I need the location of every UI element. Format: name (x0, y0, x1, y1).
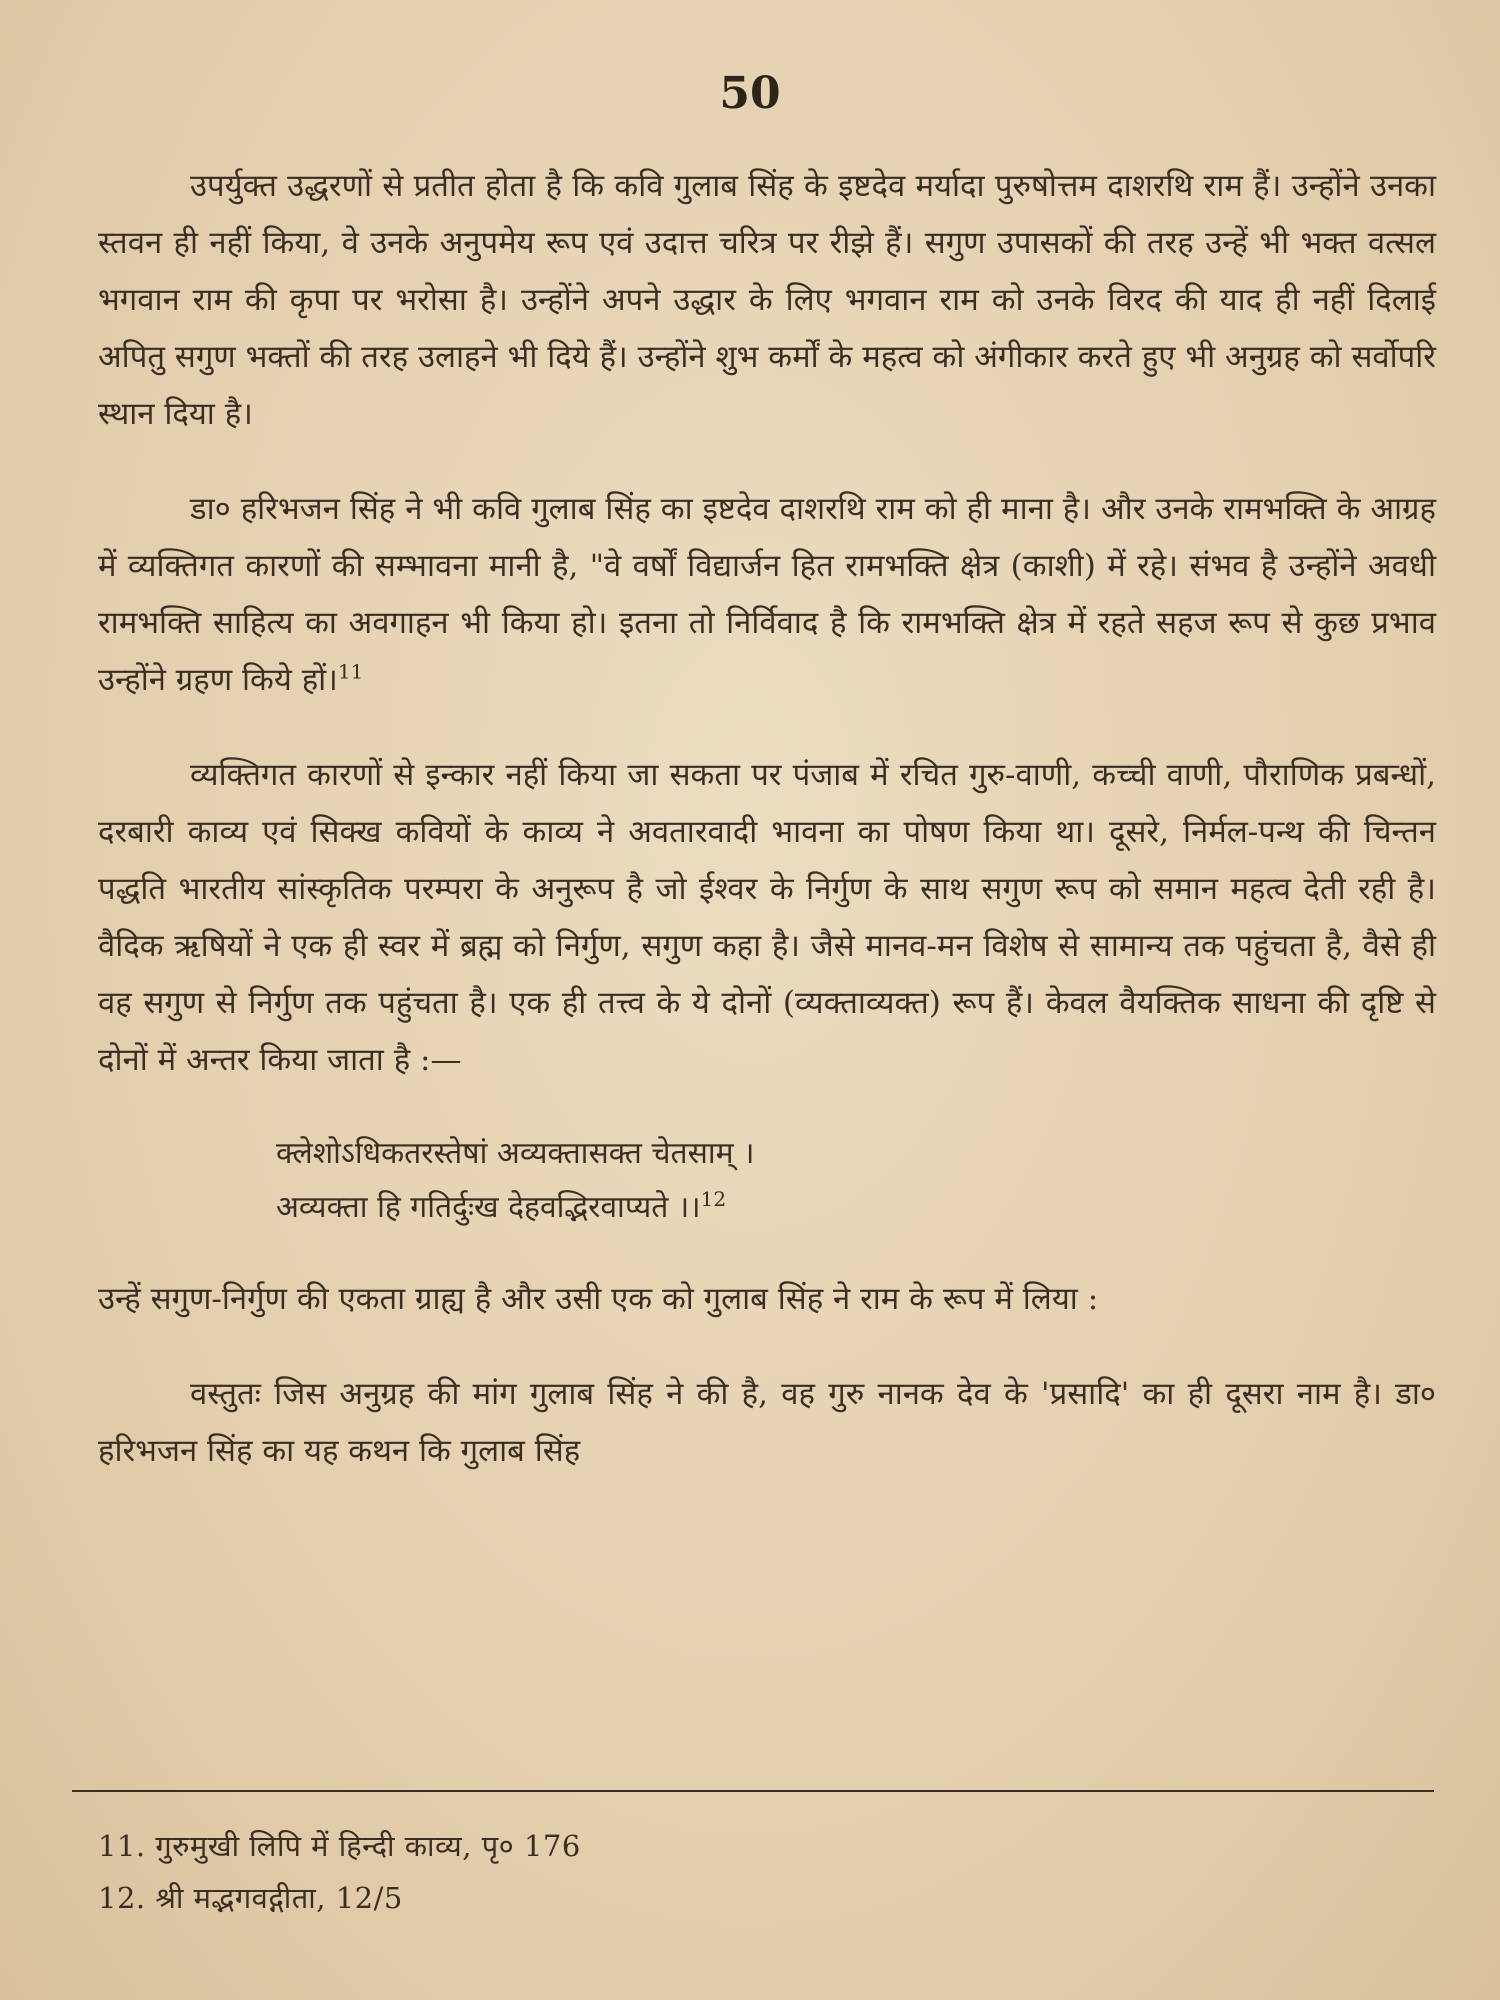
footnote-ref-12: 12 (700, 1187, 727, 1211)
footnote-ref-11: 11 (337, 659, 364, 684)
verse-line-1: क्लेशोऽधिकतरस्तेषां अव्यक्तासक्त चेतसाम् । (276, 1136, 755, 1171)
page-number: 50 (719, 68, 781, 119)
paragraph-4-text: उन्हें सगुण-निर्गुण की एकता ग्राह्य है और उसी एक को गुलाब सिंह ने राम के रूप में लिया : (98, 1281, 1099, 1317)
sanskrit-verse (276, 1127, 1436, 1235)
footnote-12: 12. श्री मद्भगवद्गीता, 12/5 (98, 1881, 403, 1915)
footnote-11: 11. गुरुमुखी लिपि में हिन्दी काव्य, पृ० 176 (98, 1829, 581, 1863)
paragraph-3 (98, 747, 1436, 1089)
verse-line-2-text: अव्यक्ता हि गतिर्दुःख देहवद्भिरवाप्यते ।। (276, 1190, 701, 1225)
paragraph-5 (98, 1366, 1436, 1480)
verse-line-2 (276, 1181, 1436, 1235)
body-text (98, 158, 1436, 1518)
paragraph-1 (98, 158, 1436, 443)
footnotes (98, 1820, 1436, 1924)
paragraph-3-text: व्यक्तिगत कारणों से इन्कार नहीं किया जा सकता पर पंजाब में रचित गुरु-वाणी, कच्ची वाणी, पौराणिक प्रबन्धों, दरबारी काव्य एवं सिक्ख कवियों के काव्य ने अवतारवादी भावना का पोषण किया था। दूसरे, निर्मल-पन्थ की चिन्तन पद्धति भारतीय सांस्कृतिक परम्परा के अनुरूप है जो ईश्वर के निर्गुण के साथ सगुण रूप को समान महत्व देती रही है। वैदिक ऋषियों ने एक ही स्वर में ब्रह्म को निर्गुण, सगुण कहा है। जैसे मानव-मन विशेष से सामान्य तक पहुंचता है, वैसे ही वह सगुण से निर्गुण तक पहुंचता है। एक ही तत्त्व के ये दोनों (व्यक्ताव्यक्त) रूप हैं। केवल वैयक्तिक साधना की दृष्टि से दोनों में अन्तर किया जाता है :— (98, 757, 1436, 1078)
paragraph-2 (98, 481, 1436, 709)
paragraph-1-text: उपर्युक्त उद्धरणों से प्रतीत होता है कि कवि गुलाब सिंह के इष्टदेव मर्यादा पुरुषोत्तम दाशरथि राम हैं। उन्होंने उनका स्तवन ही नहीं किया, वे उनके अनुपमेय रूप एवं उदात्त चरित्र पर रीझे हैं। सगुण उपासकों की तरह उन्हें भी भक्त वत्सल भगवान राम की कृपा पर भरोसा है। उन्होंने अपने उद्धार के लिए भगवान राम को उनके विरद की याद ही नहीं दिलाई अपितु सगुण भक्तों की तरह उलाहने भी दिये हैं। उन्होंने शुभ कर्मों के महत्व को अंगीकार करते हुए भी अनुग्रह को सर्वोपरि स्थान दिया है। (98, 168, 1436, 432)
paragraph-4 (98, 1271, 1436, 1328)
paragraph-5-text: वस्तुतः जिस अनुग्रह की मांग गुलाब सिंह ने की है, वह गुरु नानक देव के 'प्रसादि' का ही दूसरा नाम है। डा० हरिभजन सिंह का यह कथन कि गुलाब सिंह (98, 1376, 1436, 1469)
footnote-divider (72, 1790, 1434, 1792)
paragraph-2-text: डा० हरिभजन सिंह ने भी कवि गुलाब सिंह का इष्टदेव दाशरथि राम को ही माना है। और उनके रामभक्ति के आग्रह में व्यक्तिगत कारणों की सम्भावना मानी है, "वे वर्षों विद्यार्जन हित रामभक्ति क्षेत्र (काशी) में रहे। संभव है उन्होंने अवधी रामभक्ति साहित्य का अवगाहन भी किया हो। इतना तो निर्विवाद है कि रामभक्ति क्षेत्र में रहते सहज रूप से कुछ प्रभाव उन्होंने ग्रहण किये हों। (98, 491, 1436, 698)
